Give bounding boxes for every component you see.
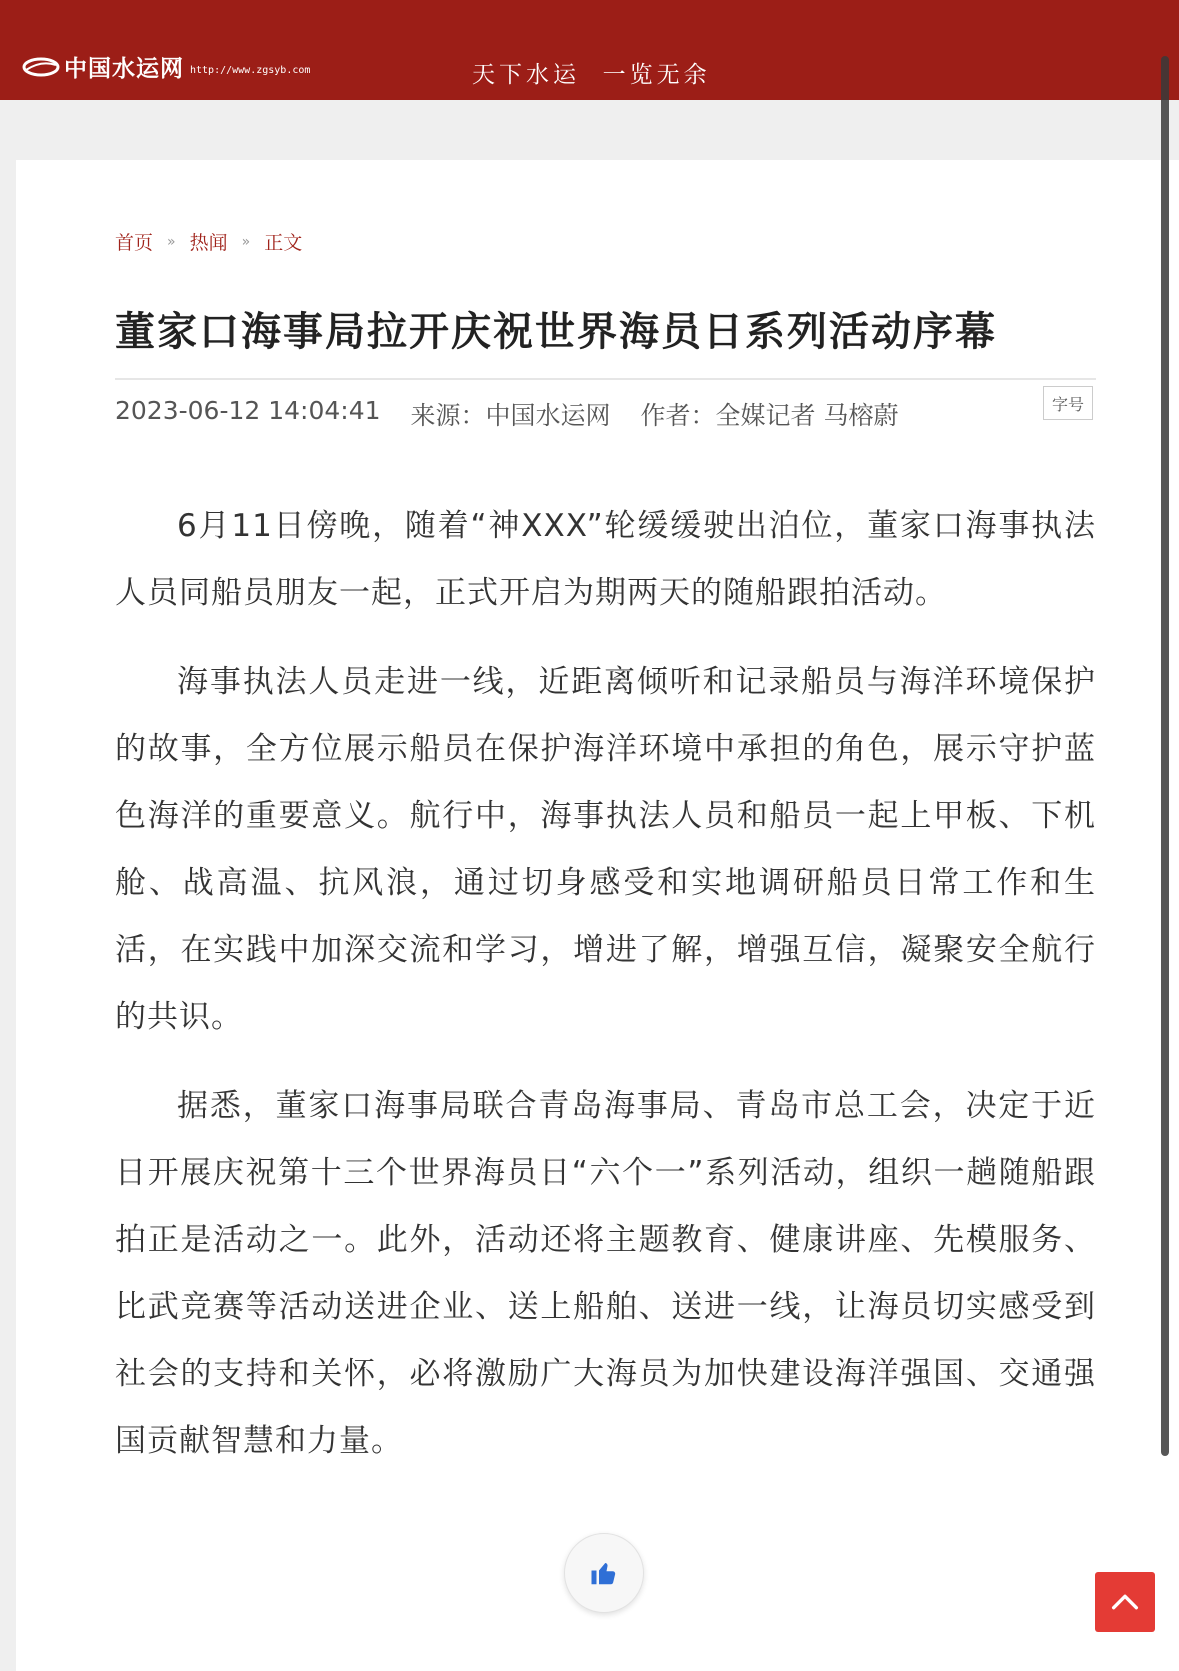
chevron-up-icon [1108,1585,1142,1619]
site-header [0,0,1179,100]
breadcrumb [115,228,302,255]
logo-icon [22,56,60,78]
back-to-top-button[interactable] [1095,1572,1155,1632]
article-title: 董家口海事局拉开庆祝世界海员日系列活动序幕 [115,309,997,355]
logo-name: 中国水运网 [64,55,184,82]
font-size-button[interactable]: 字号 [1043,386,1093,420]
breadcrumb-separator: » [241,233,251,250]
breadcrumb-current[interactable]: 正文 [264,232,303,254]
breadcrumb-separator: » [167,233,176,250]
title-divider [115,378,1096,380]
article-source: 来源：中国水运网 [410,401,611,430]
site-slogan: 天下水运 一览无余 [472,62,711,88]
breadcrumb-category[interactable]: 热闻 [189,232,228,254]
like-button[interactable] [564,1533,644,1613]
article-author: 作者：全媒记者 马榕蔚 [640,401,899,430]
article-datetime: 2023-06-12 14:04:41 [115,396,381,425]
article-meta [115,396,928,432]
site-logo[interactable] [22,50,310,83]
thumbs-up-icon [589,1558,619,1588]
logo-url: http://www.zgsyb.com [190,65,311,76]
scrollbar[interactable] [1161,56,1169,1456]
breadcrumb-home[interactable]: 首页 [115,232,154,254]
article-paragraph: 据悉，董家口海事局联合青岛海事局、青岛市总工会，决定于近日开展庆祝第十三个世界海员日“六个一”系列活动，组织一趟随船跟拍正是活动之一。此外，活动还将主题教育、健康讲座、先模服务、比武竞赛等活动送进企业、送上船舶、送进一线，让海员切实感受到社会的支持和关怀，必将激励广大海员为加快建设海洋强国、交通强国贡献智慧和力量。 [115,1088,1096,1459]
article-paragraph: 6月11日傍晚，随着“神XXX”轮缓缓驶出泊位，董家口海事执法人员同船员朋友一起，正式开启为期两天的随船跟拍活动。 [115,508,1096,611]
article-paragraph: 海事执法人员走进一线，近距离倾听和记录船员与海洋环境保护的故事，全方位展示船员在保护海洋环境中承担的角色，展示守护蓝色海洋的重要意义。航行中，海事执法人员和船员一起上甲板、下机舱、战高温、抗风浪，通过切身感受和实地调研船员日常工作和生活，在实践中加深交流和学习，增进了解，增强互信，凝聚安全航行的共识。 [115,664,1096,1035]
article-body [115,493,1096,1497]
